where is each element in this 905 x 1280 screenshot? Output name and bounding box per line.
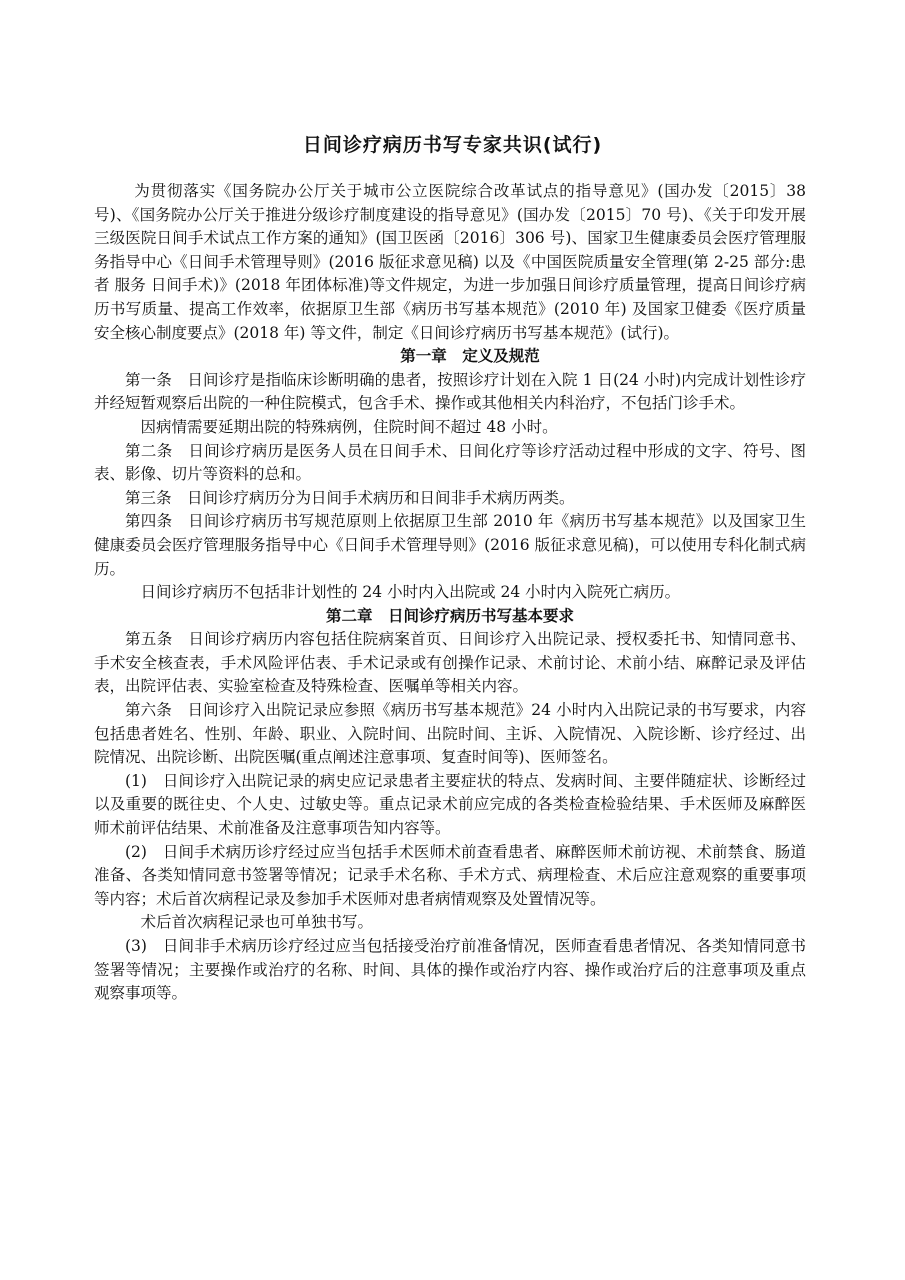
document-body xyxy=(94,180,806,1006)
chapter-2-heading: 第二章 日间诊疗病历书写基本要求 xyxy=(325,606,574,625)
list-item-2: (2) 日间手术病历诊疗经过应当包括手术医师术前查看患者、麻醉医师术前访视、术前禁食、肠道准备、各类知情同意书签署等情况；记录手术名称、手术方式、病理检查、术后应注意观察的重要事项等内容；术后首次病程记录及参加手术医师对患者病情观察及处置情况等。 xyxy=(94,842,806,908)
list-item-1: (1) 日间诊疗入出院记录的病史应记录患者主要症状的特点、发病时间、主要伴随症状、诊断经过以及重要的既往史、个人史、过敏史等。重点记录术前应完成的各类检查检验结果、手术医师及麻醉医师术前评估结果、术前准备及注意事项告知内容等。 xyxy=(94,771,806,838)
article-2: 第二条 日间诊疗病历是医务人员在日间手术、日间化疗等诊疗活动过程中形成的文字、符号、图表、影像、切片等资料的总和。 xyxy=(94,441,806,484)
article-1: 第一条 日间诊疗是指临床诊断明确的患者，按照诊疗计划在入院 1 日(24 小时)内完成计划性诊疗并经短暂观察后出院的一种住院模式，包含手术、操作或其他相关内科治疗，不包括门诊手术。 xyxy=(94,370,806,413)
list-item-3: (3) 日间非手术病历诊疗经过应当包括接受治疗前准备情况，医师查看患者情况、各类知情同意书签署等情况；主要操作或治疗的名称、时间、具体的操作或治疗内容、操作或治疗后的注意事项及重点观察事项等。 xyxy=(94,937,806,1003)
list-item-2-note: 术后首次病程记录也可单独书写。 xyxy=(140,913,374,932)
article-4-note: 日间诊疗病历不包括非计划性的 24 小时内入出院或 24 小时内入院死亡病历。 xyxy=(140,583,681,602)
article-4: 第四条 日间诊疗病历书写规范原则上依据原卫生部 2010 年《病历书写基本规范》以及国家卫生健康委员会医疗管理服务指导中心《日间手术管理导则》(2016 版征求意见稿)，可以使用专科化制式病历。 xyxy=(94,512,806,578)
article-3: 第三条 日间诊疗病历分为日间手术病历和日间非手术病历两类。 xyxy=(125,488,575,507)
article-5: 第五条 日间诊疗病历内容包括住院病案首页、日间诊疗入出院记录、授权委托书、知情同意书、手术安全核查表，手术风险评估表、手术记录或有创操作记录、术前讨论、术前小结、麻醉记录及评估表，出院评估表、实验室检查及特殊检查、医嘱单等相关内容。 xyxy=(94,630,806,696)
document-title: 日间诊疗病历书写专家共识(试行) xyxy=(302,134,603,156)
chapter-1-heading: 第一章 定义及规范 xyxy=(400,347,540,366)
intro-paragraph: 为贯彻落实《国务院办公厅关于城市公立医院综合改革试点的指导意见》(国办发〔2015〕38 号)、《国务院办公厅关于推进分级诊疗制度建设的指导意见》(国办发〔2015〕70 号)、《关于印发开展三级医院日间手术试点工作方案的通知》(国卫医函〔2016〕306 号)、国家卫生健康委员会医疗管理服务指导中心《日间手术管理导则》(2016 版征求意见稿) 以及《中国医院质量安全管理(第 2-25 部分:患者 服务 日间手术)》(2018 年团体标准)等文件规定，为进一步加强日间诊疗质量管理，提高日间诊疗病历书写质量、提高工作效率，依据原卫生部《病历书写基本规范》(2010 年) 及国家卫健委《医疗质量安全核心制度要点》(2018 年) 等文件，制定《日间诊疗病历书写基本规范》(试行)。 xyxy=(94,182,806,342)
article-6: 第六条 日间诊疗入出院记录应参照《病历书写基本规范》24 小时内入出院记录的书写要求，内容包括患者姓名、性别、年龄、职业、入院时间、出院时间、主诉、入院情况、入院诊断、诊疗经过、出院情况、出院诊断、出院医嘱(重点阐述注意事项、复查时间等)、医师签名。 xyxy=(94,701,806,767)
article-1-note: 因病情需要延期出院的特殊病例，住院时间不超过 48 小时。 xyxy=(140,417,558,436)
